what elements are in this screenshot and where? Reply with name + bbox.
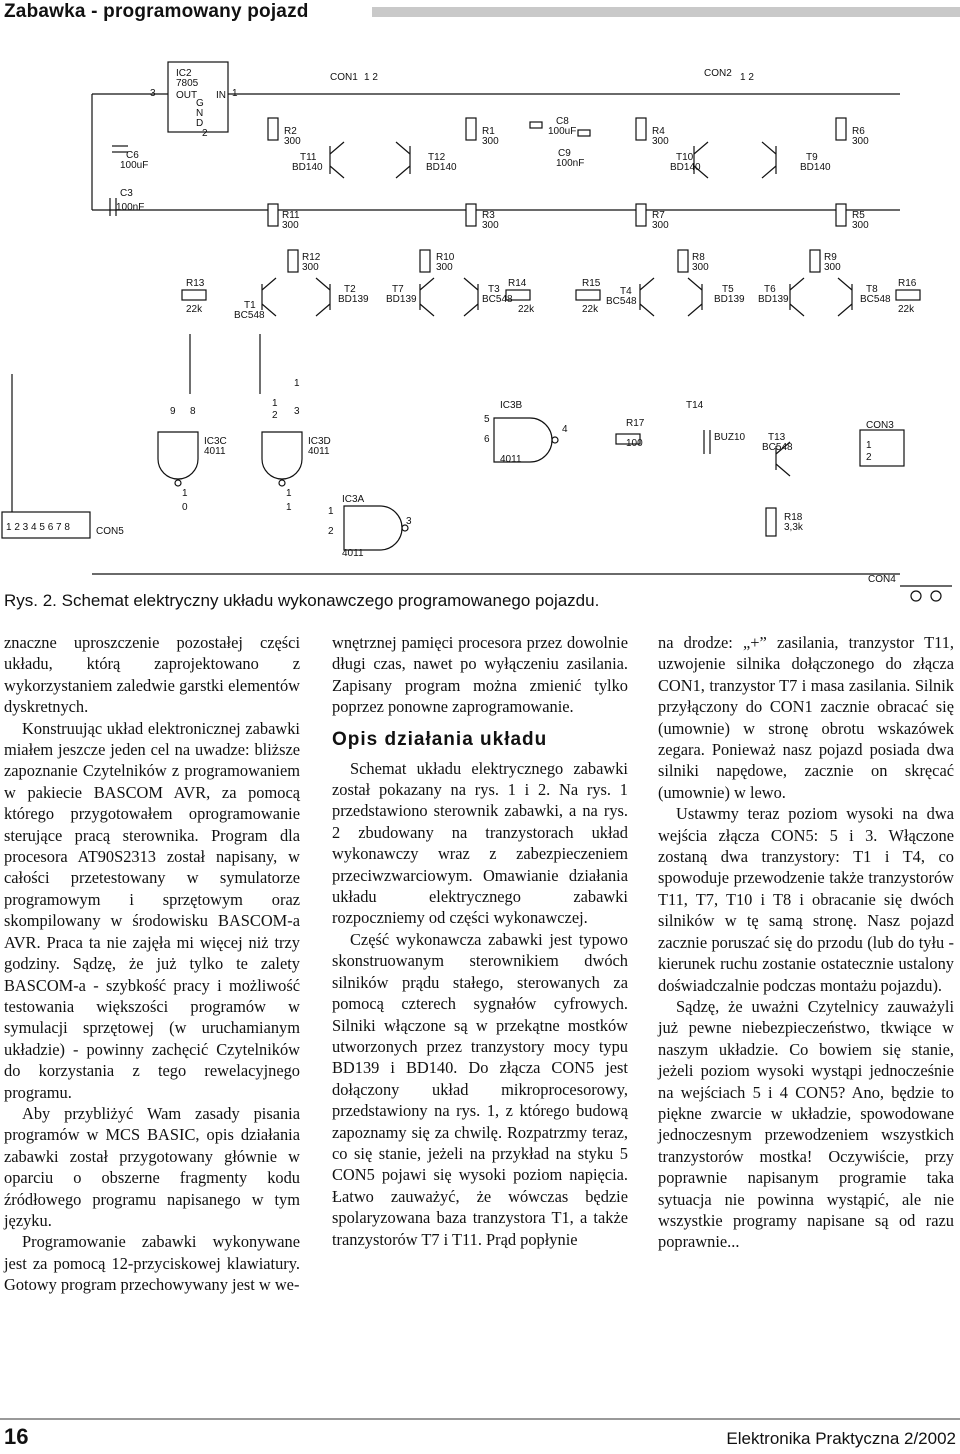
r4-value: 300 — [652, 136, 669, 147]
paragraph: Konstruując układ elektronicznej zabawki miałem jeszcze jeden cel na uwadze: bliższe zapoznanie Czytelników z programowaniem w pakiecie BASCOM AVR, za pomocą którego przygotowałem oprogramowanie sterujące pracą sterownika. Program dla procesora AT90S2313 został napisany, w całości przetestowany w symulatorze programowym i sprzętowym oraz skompilowany w środowisku BASCOM-a AVR. Praca ta nie zajęła mi więcej niż trzy godziny. Sądzę, że już tylko te zalety BASCOM-a - szybkość pracy i możliwość testowania większości programów w symulacji sprzętowej (w uruchamianym układzie) - powinny zachęcić Czytelników do korzystania z tego rewelacyjnego programu. — [4, 718, 300, 1102]
circuit-schematic — [0, 34, 960, 626]
t4-type: BC548 — [606, 296, 637, 307]
paragraph: na drodze: „+” zasilania, tranzystor T11, uzwojenie silnika dołączonego do złącza CON1, tranzystor T7 i masa zasilania. Silnik przyłączony do CON1 zacznie obracać się (umownie) w stronę obrotu wskazówek zegara. Ponieważ nasz pojazd posiada dwa silniki napędowe, zacznie on skręcać (umownie) w lewo. — [658, 633, 954, 802]
paragraph: Sądzę, że uważni Czytelnicy zauważyli już pewne niebezpieczeństwo, tkwiące w naszym układzie. Co bowiem się stanie, jeżeli poziom wysoki wystąpi jednocześnie na wejściach 5 i 4 CON5? Ano, będzie to piękne zwarcie w układzie, spowodowane jednoczesnym przewodzeniem wszystkich tranzystorów mostka! Oczywiście, przy poprawnie napisanym programie taka sytuacja nie powinna wystąpić, ale nie wszystkie programy napisane są od razu poprawnie... — [658, 996, 954, 1252]
con1-label: CON1 — [330, 72, 358, 83]
r11-value: 300 — [282, 220, 299, 231]
ic3b-type: 4011 — [500, 454, 522, 465]
con1-pins: 1 2 — [364, 72, 378, 83]
ic3c-pin: 9 — [170, 406, 176, 417]
logic-level: 1 — [286, 488, 292, 499]
r9-value: 300 — [824, 262, 841, 273]
r6-value: 300 — [852, 136, 869, 147]
text-column-2 — [332, 632, 628, 1250]
t8-label: T8 — [866, 284, 878, 295]
ic2-n: N — [196, 108, 204, 119]
r5-label: R5 — [852, 210, 865, 221]
paragraph: Ustawmy teraz poziom wysoki na dwa wejścia złącza CON5: 5 i 3. Włączone zostaną dwa tranzystory: T1 i T4, co spowoduje przewodzenie także tranzystorów T11, T7, T10 i T8 i obracanie się dwóch silników w tę samą stronę. Nasz pojazd zacznie poruszać się do przodu (lub do tyłu - kierunek ruchu zostanie ostatecznie ustalony doświadczalnie podczas montażu pojazdu). — [658, 804, 954, 995]
ic3c-type: 4011 — [204, 446, 226, 457]
r11-label: R11 — [282, 210, 300, 221]
c9-label: C9 — [558, 148, 571, 159]
ic2-out: OUT — [176, 90, 198, 101]
paragraph: znaczne uproszczenie pozostałej części układu, którą zaprojektowano z wykorzystaniem zaledwie garstki elementów dyskretnych. — [4, 633, 300, 717]
t5-type: BD139 — [714, 294, 745, 305]
r18-label: R18 — [784, 512, 803, 523]
con3-pin: 1 — [866, 440, 872, 451]
r16-value: 22k — [898, 304, 915, 315]
t6-type: BD139 — [758, 294, 789, 305]
ic3b-pin: 5 — [484, 414, 490, 425]
footer-rule — [0, 1418, 960, 1420]
r17-value: 100 — [626, 438, 643, 449]
ic3b-pin: 6 — [484, 434, 490, 445]
t7-label: T7 — [392, 284, 404, 295]
page-number: 16 — [4, 1424, 29, 1449]
ic3a-pin: 3 — [406, 516, 412, 527]
con2-label: CON2 — [704, 68, 732, 79]
c8-value: 100uF — [548, 126, 577, 137]
r14-label: R14 — [508, 278, 527, 289]
r18-value: 3,3k — [784, 522, 803, 533]
ic3a-pin: 1 — [328, 506, 334, 517]
t8-type: BC548 — [860, 294, 891, 305]
ic2-g: G — [196, 98, 204, 109]
ic3d-pin: 2 — [272, 410, 278, 421]
t1-label: T1 — [244, 300, 256, 311]
ic2-in: IN — [216, 90, 226, 101]
r8-value: 300 — [692, 262, 709, 273]
r8-label: R8 — [692, 252, 705, 263]
t5-label: T5 — [722, 284, 734, 295]
con2-pins: 1 2 — [740, 72, 754, 83]
logic-level: 1 — [182, 488, 188, 499]
ic2-label: IC2 — [176, 68, 192, 79]
r12-label: R12 — [302, 252, 321, 263]
r2-value: 300 — [284, 136, 301, 147]
con5-label: CON5 — [96, 526, 124, 537]
r15-value: 22k — [582, 304, 599, 315]
page-header-title: Zabawka - programowany pojazd — [4, 1, 309, 22]
section-heading: Opis działania układu — [332, 728, 548, 750]
r7-value: 300 — [652, 220, 669, 231]
t10-label: T10 — [676, 152, 694, 163]
ic2-d: D — [196, 118, 204, 129]
c9-value: 100nF — [556, 158, 585, 169]
ic3c-label: IC3C — [204, 436, 227, 447]
t2-type: BD139 — [338, 294, 369, 305]
t11-label: T11 — [300, 152, 317, 163]
con5-pins: 1 2 3 4 5 6 7 8 — [6, 522, 70, 533]
r1-label: R1 — [482, 126, 495, 137]
t13-label: T13 — [768, 432, 786, 443]
t3-label: T3 — [488, 284, 500, 295]
r3-label: R3 — [482, 210, 495, 221]
paragraph: Część wykonawcza zabawki jest typowo skonstruowanym sterownikiem dwóch silników prądu stałego, sterowanych za pomocą czterech sygnałów cyfrowych. Silniki włączone są w przekątne mostków utworzonych przez tranzystory mocy typu BD139 i BD140. Do złącza CON5 jest dołączony układ mikroprocesorowy, przedstawiony na rys. 1, z którego budową zapoznamy się za chwilę. Rozpatrzmy teraz, co się stanie, jeżeli na przykład na styku 5 CON5 pojawi się wysoki poziom napięcia. Łatwo zauważyć, że wówczas będzie spolaryzowana baza tranzystora T1, a także tranzystorów T7 i T11. Prąd popłynie — [332, 929, 628, 1249]
t4-label: T4 — [620, 286, 632, 297]
ic2-pin: 1 — [232, 88, 238, 99]
r9-label: R9 — [824, 252, 837, 263]
paragraph: Aby przybliżyć Wam zasady pisania programów w MCS BASIC, opis działania zabawki został przygotowany głównie w oparciu o obszerne fragmenty kodu źródłowego programu napisanego w tym języku. — [4, 1103, 300, 1230]
t6-label: T6 — [764, 284, 776, 295]
ic2-pin: 3 — [150, 88, 156, 99]
ic3d-type: 4011 — [308, 446, 330, 457]
r12-value: 300 — [302, 262, 319, 273]
r13-value: 22k — [186, 304, 203, 315]
r10-value: 300 — [436, 262, 453, 273]
r6-label: R6 — [852, 126, 865, 137]
ic2-type: 7805 — [176, 78, 199, 89]
r17-label: R17 — [626, 418, 645, 429]
header-rule — [372, 7, 960, 17]
journal-name: Elektronika Praktyczna 2/2002 — [726, 1429, 956, 1448]
paragraph: wnętrznej pamięci procesora przez dowolnie długi czas, nawet po wyłączeniu zasilania. Zapisany program można zmienić tylko poprzez ponowne zaprogramowanie. — [332, 633, 628, 717]
logic-level: 0 — [182, 502, 188, 513]
t10-type: BD140 — [670, 162, 701, 173]
logic-level: 1 — [286, 502, 292, 513]
t2-label: T2 — [344, 284, 356, 295]
c6-label: C6 — [126, 150, 139, 161]
t9-label: T9 — [806, 152, 818, 163]
r7-label: R7 — [652, 210, 665, 221]
t12-label: T12 — [428, 152, 446, 163]
r13-label: R13 — [186, 278, 205, 289]
c8-label: C8 — [556, 116, 569, 127]
t14-label: T14 — [686, 400, 704, 411]
r1-value: 300 — [482, 136, 499, 147]
t7-type: BD139 — [386, 294, 417, 305]
text-column-1 — [4, 632, 300, 1296]
con3-label: CON3 — [866, 420, 894, 431]
t12-type: BD140 — [426, 162, 457, 173]
con4-label: CON4 — [868, 574, 896, 585]
con3-pin: 2 — [866, 452, 872, 463]
t1-type: BC548 — [234, 310, 265, 321]
ic3a-type: 4011 — [342, 548, 364, 559]
c3-label: C3 — [120, 188, 133, 199]
ic2-pin: 2 — [202, 128, 208, 139]
ic3d-pin: 1 — [294, 378, 300, 389]
r2-label: R2 — [284, 126, 297, 137]
r16-label: R16 — [898, 278, 917, 289]
ic3b-pin: 4 — [562, 424, 568, 435]
r3-value: 300 — [482, 220, 499, 231]
ic3d-pin: 3 — [294, 406, 300, 417]
r4-label: R4 — [652, 126, 665, 137]
ic3d-label: IC3D — [308, 436, 331, 447]
r10-label: R10 — [436, 252, 455, 263]
ic3c-pin: 8 — [190, 406, 196, 417]
paragraph: Programowanie zabawki wykonywane jest za pomocą 12-przyciskowej klawiatury. Gotowy program przechowywany jest w we- — [4, 1232, 300, 1295]
c3-value: 100nF — [116, 202, 145, 213]
paragraph: Schemat układu elektrycznego zabawki został pokazany na rys. 1 i 2. Na rys. 1 przedstawiono sterownik zabawki, a na rys. 2 zbudowany na tranzystorach układ wykonawczy wraz z zabezpieczeniem przeciwzwarciowym. Omawianie działania układu elektrycznego zabawki rozpoczniemy od części wykonawczej. — [332, 758, 628, 928]
text-column-3 — [658, 632, 954, 1253]
c6-value: 100uF — [120, 160, 149, 171]
r15-label: R15 — [582, 278, 601, 289]
t9-type: BD140 — [800, 162, 831, 173]
r14-value: 22k — [518, 304, 535, 315]
t13-type: BC548 — [762, 442, 793, 453]
t3-type: BC548 — [482, 294, 513, 305]
t14-type: BUZ10 — [714, 432, 746, 443]
t11-type: BD140 — [292, 162, 323, 173]
ic3d-pin: 1 — [272, 398, 278, 409]
r5-value: 300 — [852, 220, 869, 231]
ic3a-label: IC3A — [342, 494, 365, 505]
ic3b-label: IC3B — [500, 400, 523, 411]
figure-caption: Rys. 2. Schemat elektryczny układu wykonawczego programowanego pojazdu. — [4, 591, 600, 610]
ic3a-pin: 2 — [328, 526, 334, 537]
